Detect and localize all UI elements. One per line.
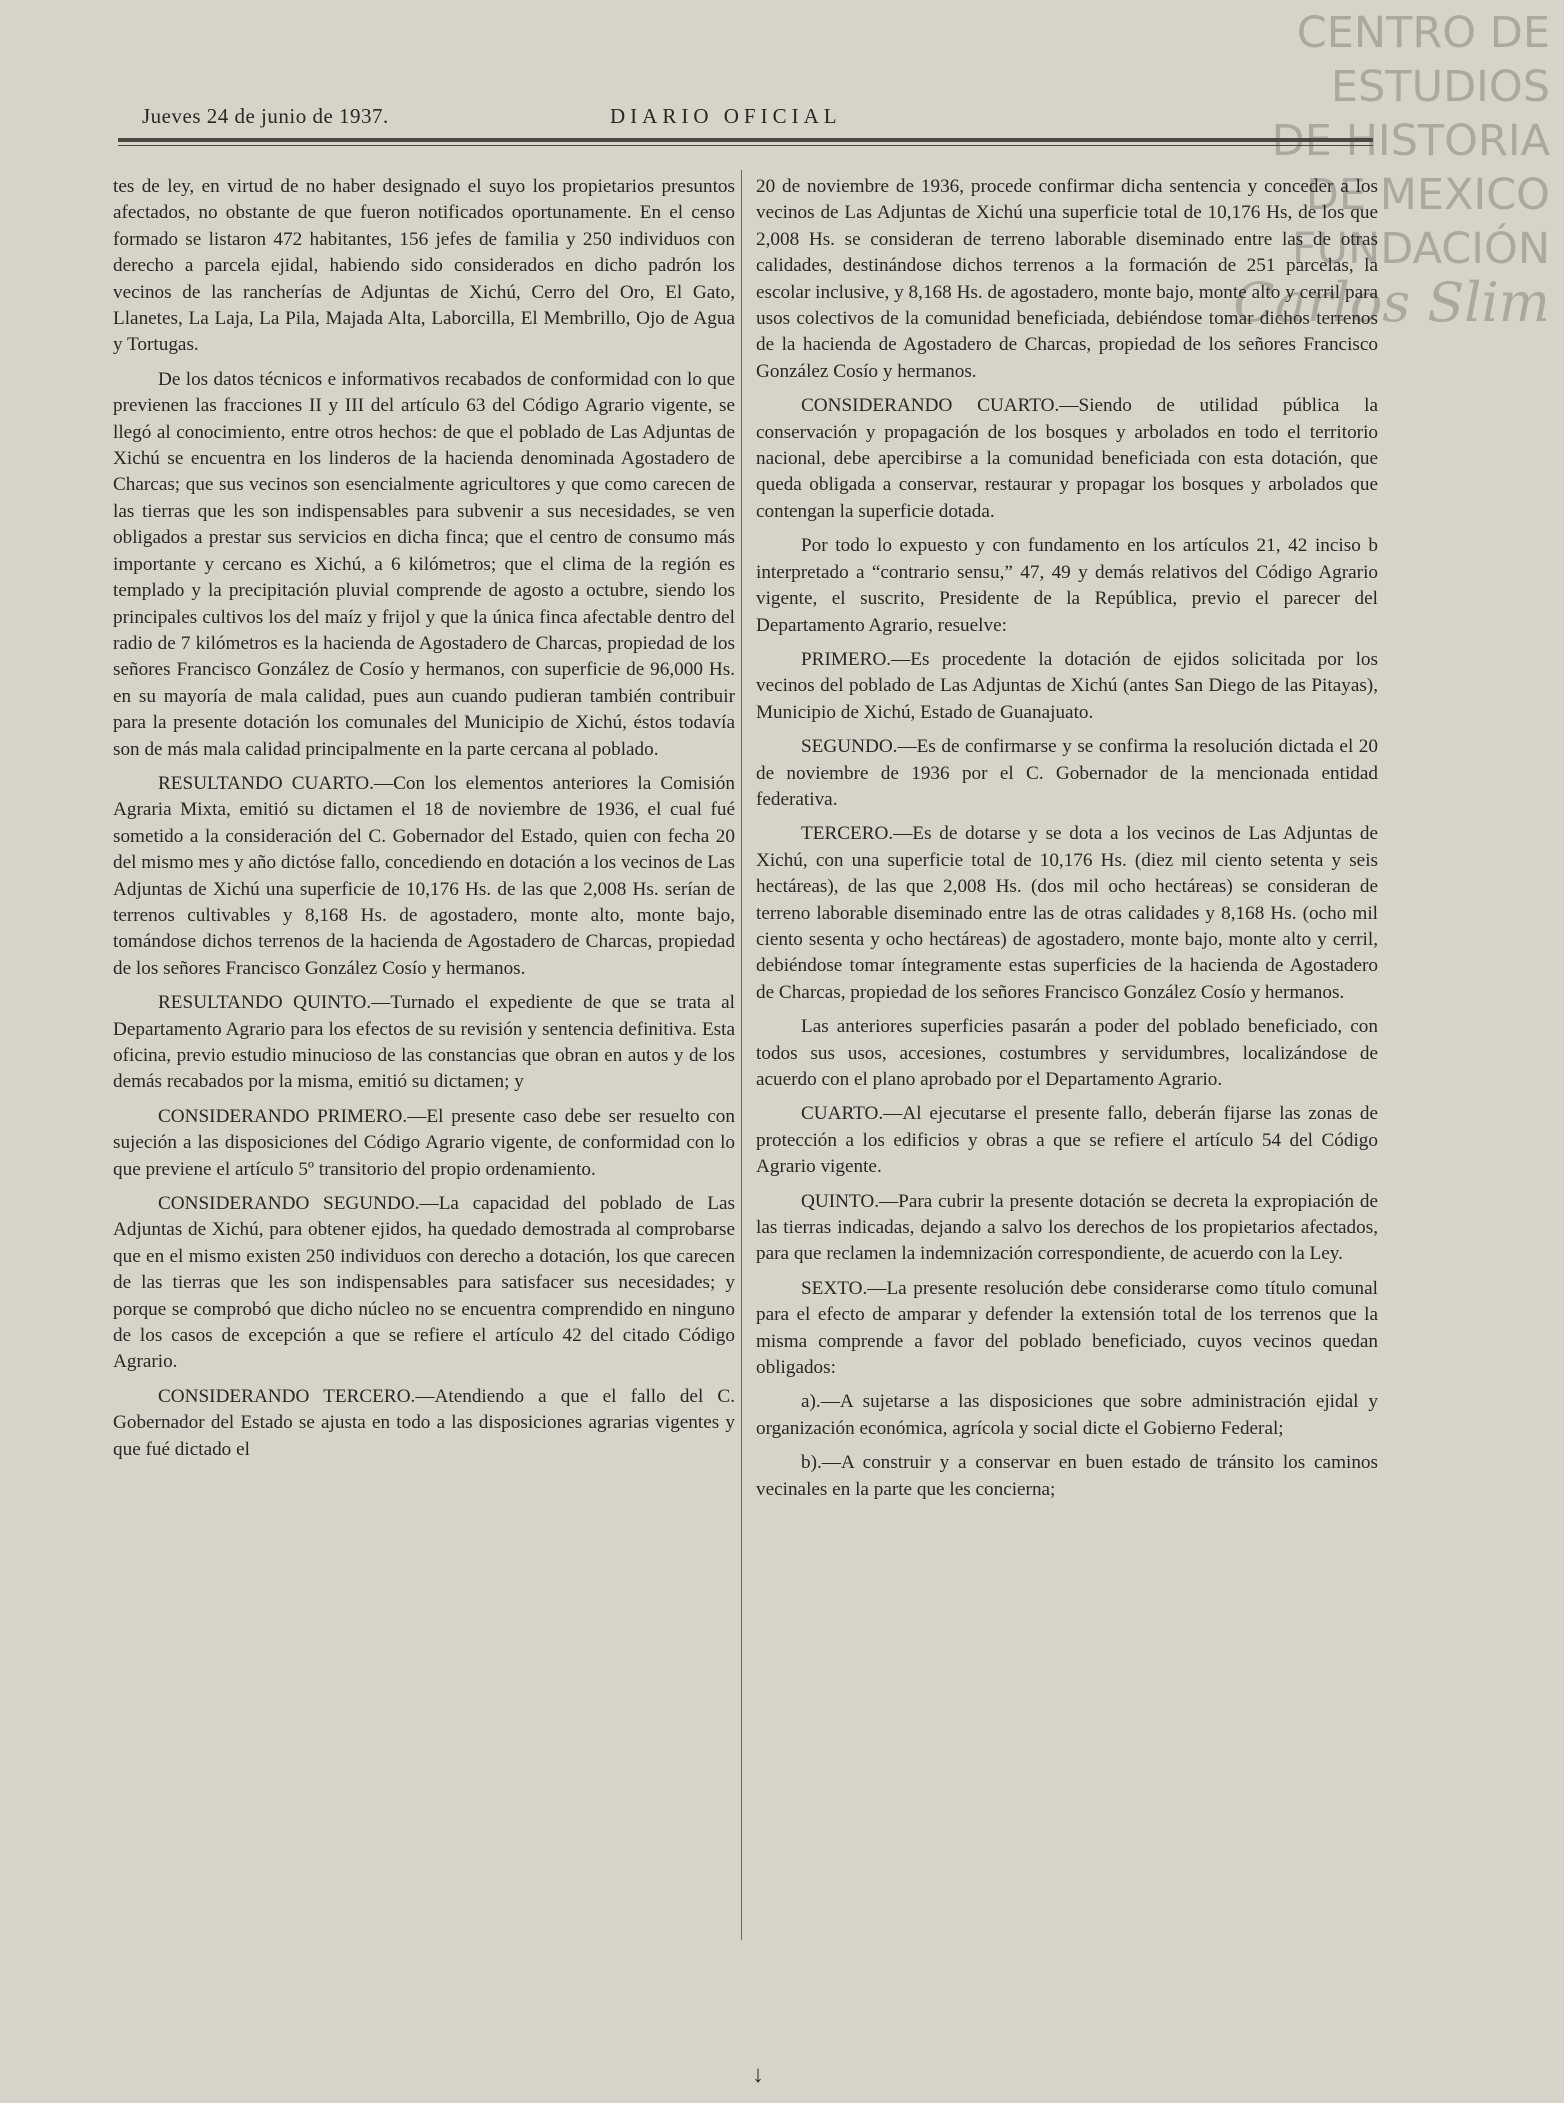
paragraph: PRIMERO.—Es procedente la dotación de ejidos solicitada por los vecinos del poblado de Las Adjuntas de Xichú (antes San Diego de las Pitayas), Municipio de Xichú, Estado de Guanajuato.: [756, 648, 1378, 723]
paragraph: RESULTANDO QUINTO.—Turnado el expediente de que se trata al Departamento Agrario para los efectos de su revisión y sentencia definitiva. Esta oficina, previo estudio minucioso de las constancias que obran en autos y de los demás recabados por la misma, emitió su dictamen; y: [113, 992, 735, 1093]
list-item: a).—A sujetarse a las disposiciones que sobre administración ejidal y organización económica, agrícola y social dicte el Gobierno Federal;: [756, 1391, 1378, 1439]
paragraph: RESULTANDO CUARTO.—Con los elementos anteriores la Comisión Agraria Mixta, emitió su dictamen el 18 de noviembre de 1936, el cual fué sometido a la consideración del C. Gobernador del Estado, quien con fecha 20 del mismo mes y año dictóse fallo, concediendo en dotación a los vecinos de Las Adjuntas de Xichú una superficie de 10,176 Hs. de las que 2,008 Hs. serían de terrenos cultivables y 8,168 Hs. de agostadero, monte alto, monte bajo, tomándose dichos terrenos de la hacienda de Agostadero de Charcas, propiedad de los señores Francisco González Cosío y hermanos.: [113, 772, 735, 979]
paragraph: SEGUNDO.—Es de confirmarse y se confirma la resolución dictada el 20 de noviembre de 1936 por el C. Gobernador de la mencionada entidad federativa.: [756, 736, 1378, 810]
right-column: [756, 174, 1378, 1511]
paragraph: CONSIDERANDO CUARTO.—Siendo de utilidad pública la conservación y propagación de los bosques y arbolados en todo el territorio nacional, debe apercibirse a la comunidad beneficiada con esta dotación, que queda obligada a conservar, restaurar y propagar los bosques y arbolados que contengan la superficie dotada.: [756, 395, 1378, 522]
page-continuation-mark: ↓: [752, 2062, 764, 2088]
issue-date: Jueves 24 de junio de 1937.: [142, 104, 389, 128]
paragraph: SEXTO.—La presente resolución debe considerarse como título comunal para el efecto de amparar y defender la extensión total de los terrenos que la misma comprende a favor del poblado beneficiado, cuyos vecinos quedan obligados:: [756, 1277, 1378, 1379]
column-divider: [741, 170, 742, 1940]
publication-title: DIARIO OFICIAL: [610, 104, 842, 128]
paragraph: tes de ley, en virtud de no haber designado el suyo los propietarios presuntos afectados, no obstante de que fueron notificados oportunamente. En el censo formado se listaron 472 habitantes, 156 jefes de familia y 250 individuos con derecho a parcela ejidal, habiendo sido considerados en dicho padrón los vecinos de las rancherías de Adjuntas de Xichú, Cerro del Oro, El Gato, Llanetes, La Laja, La Pila, Majada Alta, Laborcilla, El Membrillo, Ojo de Agua y Tortugas.: [113, 176, 735, 356]
watermark-line: DE MEXICO: [1305, 170, 1550, 220]
watermark-signature: Carlos Slim: [1233, 271, 1550, 334]
header-rule: [118, 138, 1373, 146]
paragraph: Por todo lo expuesto y con fundamento en los artículos 21, 42 inciso b interpretado a “contrario sensu,” 47, 49 y demás relativos del Código Agrario vigente, el suscrito, Presidente de la República, previo el parecer del Departamento Agrario, resuelve:: [756, 535, 1378, 636]
paragraph: CUARTO.—Al ejecutarse el presente fallo, deberán fijarse las zonas de protección a los edificios y obras a que se refiere el artículo 54 del Código Agrario vigente.: [756, 1103, 1378, 1178]
paragraph: 20 de noviembre de 1936, procede confirmar dicha sentencia y conceder a los vecinos de Las Adjuntas de Xichú una superficie total de 10,176 Hs, de los que 2,008 Hs. se consideran de terreno laborable diseminado entre las de otras calidades, destinándose dichos terrenos a la formación de 251 parcelas, la escolar inclusive, y 8,168 Hs. de agostadero, monte bajo, monte alto y cerril para usos colectivos de la comunidad beneficiada, debiéndose tomar dichos terrenos de la hacienda de Agostadero de Charcas, propiedad de los señores Francisco González Cosío y hermanos.: [756, 176, 1378, 382]
watermark-line: DE HISTORIA: [1271, 116, 1550, 166]
left-column: [113, 174, 735, 1471]
paragraph: QUINTO.—Para cubrir la presente dotación se decreta la expropiación de las tierras indicadas, dejando a salvo los derechos de los propietarios afectados, para que reclamen la indemnización correspondiente, de acuerdo con la Ley.: [756, 1190, 1378, 1265]
watermark-line: CENTRO DE: [1296, 8, 1550, 58]
paragraph: CONSIDERANDO PRIMERO.—El presente caso debe ser resuelto con sujeción a las disposiciones del Código Agrario vigente, de conformidad con lo que previene el artículo 5º transitorio del propio ordenamiento.: [113, 1105, 735, 1180]
paragraph: TERCERO.—Es de dotarse y se dota a los vecinos de Las Adjuntas de Xichú, con una superficie total de 10,176 Hs. (diez mil ciento setenta y seis hectáreas), de las que 2,008 Hs. (dos mil ocho hectáreas) se consideran de terreno laborable diseminado entre las de otras calidades y 8,168 Hs. (ocho mil ciento sesenta y ocho hectáreas) de agostadero, monte bajo, monte alto y cerril, debiéndose tomar íntegramente estas superficies de la hacienda de Agostadero de Charcas, propiedad de los señores Francisco González Cosío y hermanos.: [756, 823, 1378, 1003]
paragraph: CONSIDERANDO TERCERO.—Atendiendo a que el fallo del C. Gobernador del Estado se ajusta en todo a las disposiciones agrarias vigentes y que fué dictado el: [113, 1385, 735, 1460]
paragraph: CONSIDERANDO SEGUNDO.—La capacidad del poblado de Las Adjuntas de Xichú, para obtener ejidos, ha quedado demostrada al comprobarse que en el mismo existen 250 individuos con derecho a dotación, los que carecen de las tierras que les son indispensables para satisfacer sus necesidades; y porque se comprobó que dicho núcleo no se encuentra comprendido en ninguno de los casos de excepción a que se refiere el artículo 42 del citado Código Agrario.: [113, 1193, 735, 1373]
paragraph: Las anteriores superficies pasarán a poder del poblado beneficiado, con todos sus usos, accesiones, costumbres y servidumbres, localizándose de acuerdo con el plano aprobado por el Departamento Agrario.: [756, 1016, 1378, 1090]
list-item: b).—A construir y a conservar en buen estado de tránsito los caminos vecinales en la parte que les concierna;: [756, 1452, 1378, 1500]
page-header: [142, 104, 1372, 134]
watermark-line: FUNDACIÓN: [1291, 224, 1550, 274]
watermark-line: ESTUDIOS: [1330, 62, 1550, 112]
paragraph: De los datos técnicos e informativos recabados de conformidad con lo que previenen las fracciones II y III del artículo 63 del Código Agrario vigente, se llegó al conocimiento, entre otros hechos: de que el poblado de Las Adjuntas de Xichú se encuentra en los linderos de la hacienda denominada Agostadero de Charcas; que sus vecinos son esencialmente agricultores y que como carecen de las tierras que les son indispensables para subvenir a sus necesidades, se ven obligados a prestar sus servicios en dicha finca; que el centro de consumo más importante y cercano es Xichú, a 6 kilómetros; que el clima de la región es templado y la precipitación pluvial comprende de agosto a octubre, siendo los principales cultivos los del maíz y frijol y que la única finca afectable dentro del radio de 7 kilómetros es la hacienda de Agostadero de Charcas, propiedad de los señores Francisco González de Cosío y hermanos, con superficie de 96,000 Hs. en su mayoría de mala calidad, pues aun cuando pudieran también contribuir para la presente dotación los comunales del Municipio de Xichú, éstos todavía son de más mala calidad principalmente en la parte cercana al poblado.: [113, 368, 735, 760]
